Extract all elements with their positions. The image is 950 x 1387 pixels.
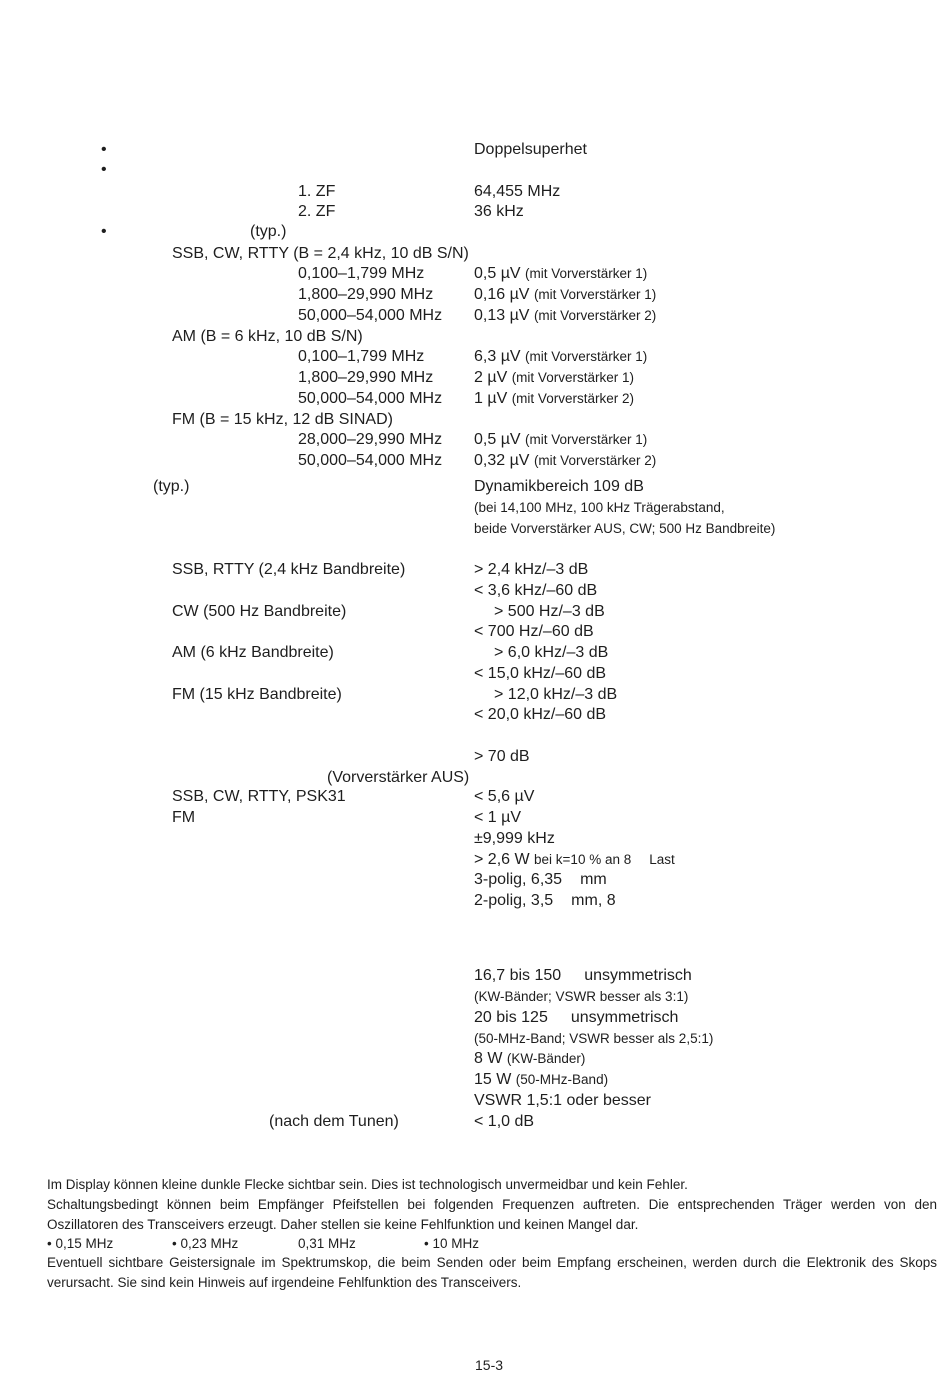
sel-ssb-value: < 3,6 kHz/–60 dB <box>474 582 598 599</box>
am-range: 50,000–54,000 MHz <box>298 390 443 407</box>
rit-value: ±9,999 kHz <box>474 830 555 847</box>
ssb-value: 0,13 µV (mit Vorverstärker 2) <box>474 307 657 324</box>
if1-label: 1. ZF <box>298 183 336 200</box>
fm-value: 0,5 µV (mit Vorverstärker 1) <box>474 431 648 448</box>
ssb-range: 50,000–54,000 MHz <box>298 307 443 324</box>
fm-value: 0,32 µV (mit Vorverstärker 2) <box>474 452 657 469</box>
note-display: Im Display können kleine dunkle Flecke sichtbar sein. Dies ist technologisch unvermeidbar und kein Fehler. <box>47 1177 688 1192</box>
squelch-ssb-label: SSB, CW, RTTY, PSK31 <box>172 788 346 805</box>
sel-am-label: AM (6 kHz Bandbreite) <box>172 644 334 661</box>
am-range: 1,800–29,990 MHz <box>298 369 434 386</box>
loss-label: (nach dem Tunen) <box>269 1113 399 1130</box>
loss-value: < 1,0 dB <box>474 1113 535 1130</box>
if1-value: 64,455 MHz <box>474 183 561 200</box>
bullet: • <box>101 223 107 240</box>
dynamic-note: (bei 14,100 MHz, 100 kHz Trägerabstand, <box>474 500 725 515</box>
frequency-item: • 0,23 MHz <box>172 1236 239 1251</box>
ssb-heading: SSB, CW, RTTY (B = 2,4 kHz, 10 dB S/N) <box>172 245 469 262</box>
ssb-value: 0,5 µV (mit Vorverstärker 1) <box>474 265 648 282</box>
tuner-50-note: (50-MHz-Band; VSWR besser als 2,5:1) <box>474 1031 714 1046</box>
vswr-value: VSWR 1,5:1 oder besser <box>474 1092 651 1109</box>
sel-am-value: > 6,0 kHz/–3 dB <box>494 644 609 661</box>
am-value: 1 µV (mit Vorverstärker 2) <box>474 390 634 407</box>
note-ghost-signals: Eventuell sichtbare Geistersignale im Spektrumskop, die beim Senden oder beim Empfang erscheinen, werden durch die Elektronik des Skops verursacht. Sie sind kein Hinweis auf irgendeine Fehlfunktion des Transceivers. <box>47 1255 937 1290</box>
frequency-item: • 0,15 MHz <box>47 1236 114 1251</box>
min-power-50: 15 W (50-MHz-Band) <box>474 1071 609 1088</box>
spurious-value: > 70 dB <box>474 748 530 765</box>
ssb-range: 0,100–1,799 MHz <box>298 265 425 282</box>
am-value: 2 µV (mit Vorverstärker 1) <box>474 369 634 386</box>
note-spurious: Schaltungsbedingt können beim Empfänger Pfeifstellen bei folgenden Frequenzen auftreten. Die entsprechenden Träger werden von den Oszillatoren des Transceivers erzeugt. Daher stellen sie keine Fehlfunktion und keinen Mangel dar. <box>47 1197 937 1232</box>
fm-range: 28,000–29,990 MHz <box>298 431 443 448</box>
sel-am-value: < 15,0 kHz/–60 dB <box>474 665 607 682</box>
sel-cw-value: < 700 Hz/–60 dB <box>474 623 594 640</box>
tuner-hf-range: 16,7 bis 150 unsymmetrisch <box>474 967 692 984</box>
page-number: 15-3 <box>475 1357 504 1373</box>
squelch-fm-value: < 1 µV <box>474 809 522 826</box>
sel-fm-value: < 20,0 kHz/–60 dB <box>474 706 607 723</box>
ssb-range: 1,800–29,990 MHz <box>298 286 434 303</box>
sel-ssb-label: SSB, RTTY (2,4 kHz Bandbreite) <box>172 561 406 578</box>
squelch-note: (Vorverstärker AUS) <box>327 769 470 786</box>
frequency-item: • 10 MHz <box>424 1236 479 1251</box>
bullet: • <box>101 161 107 178</box>
dynamic-note: beide Vorverstärker AUS, CW; 500 Hz Bandbreite) <box>474 521 776 536</box>
fm-range: 50,000–54,000 MHz <box>298 452 443 469</box>
squelch-fm-label: FM <box>172 809 196 826</box>
receiver-type-value: Doppelsuperhet <box>474 141 587 158</box>
if2-label: 2. ZF <box>298 203 336 220</box>
am-value: 6,3 µV (mit Vorverstärker 1) <box>474 348 648 365</box>
squelch-ssb-value: < 5,6 µV <box>474 788 535 805</box>
fm-heading: FM (B = 15 kHz, 12 dB SINAD) <box>172 411 393 428</box>
bullet: • <box>101 141 107 158</box>
dynamic-typ: (typ.) <box>153 478 190 495</box>
min-power-hf: 8 W (KW-Bänder) <box>474 1050 586 1067</box>
frequency-item: 0,31 MHz <box>298 1236 356 1251</box>
am-heading: AM (B = 6 kHz, 10 dB S/N) <box>172 328 363 345</box>
connector-speaker: 2-polig, 3,5 mm, 8 <box>474 892 616 909</box>
sel-cw-value: > 500 Hz/–3 dB <box>494 603 605 620</box>
if2-value: 36 kHz <box>474 203 524 220</box>
sel-fm-value: > 12,0 kHz/–3 dB <box>494 686 618 703</box>
tuner-50-range: 20 bis 125 unsymmetrisch <box>474 1009 679 1026</box>
note-frequency-list <box>47 1234 547 1254</box>
tuner-hf-note: (KW-Bänder; VSWR besser als 3:1) <box>474 989 689 1004</box>
sel-cw-label: CW (500 Hz Bandbreite) <box>172 603 347 620</box>
connector-phones: 3-polig, 6,35 mm <box>474 871 607 888</box>
dynamic-value: Dynamikbereich 109 dB <box>474 478 644 495</box>
sel-fm-label: FM (15 kHz Bandbreite) <box>172 686 342 703</box>
sel-ssb-value: > 2,4 kHz/–3 dB <box>474 561 589 578</box>
sensitivity-typ: (typ.) <box>250 223 287 240</box>
ssb-value: 0,16 µV (mit Vorverstärker 1) <box>474 286 657 303</box>
audio-value: > 2,6 W bei k=10 % an 8 Last <box>474 851 675 868</box>
am-range: 0,100–1,799 MHz <box>298 348 425 365</box>
